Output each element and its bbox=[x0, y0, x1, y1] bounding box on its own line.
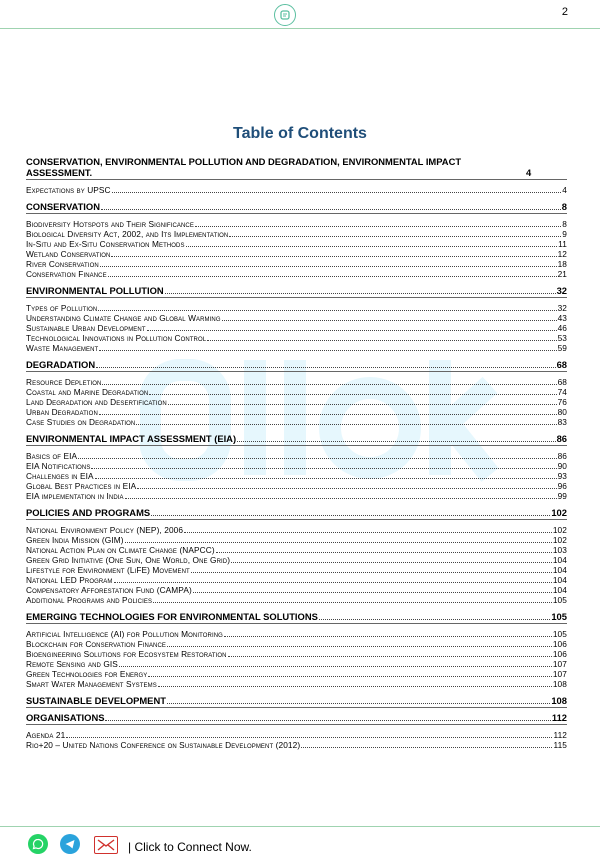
toc-item[interactable] bbox=[26, 451, 567, 461]
dot-leader bbox=[168, 404, 557, 405]
toc-item-page: 112 bbox=[553, 730, 567, 740]
toc-item-title: Green Grid Initiative (One Sun, One World, One Grid) bbox=[26, 555, 231, 565]
toc-item[interactable] bbox=[26, 461, 567, 471]
dot-leader bbox=[184, 532, 552, 533]
toc-item-title: Artificial Intelligence (AI) for Pollution Monitoring bbox=[26, 629, 223, 639]
toc-section-page: 4 bbox=[526, 167, 532, 178]
dot-leader bbox=[148, 676, 551, 677]
logo-icon bbox=[274, 4, 296, 26]
dot-leader bbox=[224, 636, 552, 637]
toc-section-page: 105 bbox=[551, 611, 567, 622]
dot-leader bbox=[101, 209, 561, 210]
toc-item-title: Land Degradation and Desertification bbox=[26, 397, 167, 407]
telegram-icon[interactable] bbox=[60, 834, 80, 854]
toc-item-page: 53 bbox=[557, 333, 567, 343]
toc-item[interactable] bbox=[26, 219, 567, 229]
toc-item-page: 46 bbox=[557, 323, 567, 333]
dot-leader bbox=[96, 367, 555, 368]
toc-item[interactable] bbox=[26, 323, 567, 333]
toc-section-page: 32 bbox=[556, 285, 567, 296]
toc-item[interactable] bbox=[26, 575, 567, 585]
dot-leader bbox=[78, 458, 556, 459]
dot-leader bbox=[151, 515, 550, 516]
toc-section-page: 68 bbox=[556, 359, 567, 370]
dot-leader bbox=[108, 276, 557, 277]
toc-item-page: 107 bbox=[552, 669, 567, 679]
dot-leader bbox=[167, 646, 552, 647]
toc-item[interactable] bbox=[26, 249, 567, 259]
toc-section-title: DEGRADATION bbox=[26, 359, 96, 370]
toc-item[interactable] bbox=[26, 333, 567, 343]
toc-section[interactable] bbox=[26, 360, 567, 372]
toc-item-page: 106 bbox=[552, 649, 567, 659]
toc-item-title: Green India Mission (GIM) bbox=[26, 535, 124, 545]
toc-item-title: Coastal and Marine Degradation bbox=[26, 387, 149, 397]
dot-leader bbox=[186, 246, 558, 247]
toc-title: Table of Contents bbox=[233, 125, 367, 142]
dot-leader bbox=[237, 441, 555, 442]
toc-item-title: Biological Diversity Act, 2002, and Its Implementation bbox=[26, 229, 229, 239]
toc-item-title: National Action Plan on Climate Change (NAPCC) bbox=[26, 545, 215, 555]
dot-leader bbox=[216, 552, 552, 553]
toc-item-title: Sustainable Urban Development bbox=[26, 323, 146, 333]
dot-leader bbox=[165, 293, 556, 294]
toc-item-page: 4 bbox=[562, 185, 567, 195]
toc-item-page: 105 bbox=[552, 629, 567, 639]
toc-section-title: ORGANISATIONS bbox=[26, 712, 105, 723]
toc-section-page: 8 bbox=[561, 201, 567, 212]
toc-item-title: Expectations by UPSC bbox=[26, 185, 111, 195]
toc-item[interactable] bbox=[26, 545, 567, 555]
toc-section-page: 86 bbox=[556, 433, 567, 444]
toc-item-title: Global Best Practices in EIA bbox=[26, 481, 137, 491]
toc-item[interactable] bbox=[26, 525, 567, 535]
toc-section[interactable] bbox=[26, 612, 567, 624]
section-spacer bbox=[26, 353, 567, 356]
toc-item-page: 32 bbox=[557, 303, 567, 313]
toc-item-page: 96 bbox=[557, 481, 567, 491]
toc-section-title: ENVIRONMENTAL POLLUTION bbox=[26, 285, 164, 296]
toc-item[interactable] bbox=[26, 481, 567, 491]
toc-section[interactable] bbox=[26, 434, 567, 446]
dot-leader bbox=[114, 582, 552, 583]
toc-section-title: CONSERVATION bbox=[26, 201, 100, 212]
section-spacer bbox=[26, 501, 567, 504]
toc-section[interactable] bbox=[26, 713, 567, 725]
toc-item-page: 8 bbox=[562, 219, 567, 229]
dot-leader bbox=[95, 478, 557, 479]
toc-item-title: In-Situ and Ex-Situ Conservation Methods bbox=[26, 239, 185, 249]
dot-leader bbox=[153, 602, 552, 603]
toc-item[interactable] bbox=[26, 730, 567, 740]
dot-leader bbox=[147, 330, 557, 331]
toc-item-title: Blockchain for Conservation Finance bbox=[26, 639, 167, 649]
toc-section-page: 102 bbox=[551, 507, 567, 518]
toc-item[interactable] bbox=[26, 535, 567, 545]
toc-item[interactable] bbox=[26, 639, 567, 649]
toc-item[interactable] bbox=[26, 565, 567, 575]
toc-item-page: 59 bbox=[557, 343, 567, 353]
section-spacer bbox=[26, 750, 567, 753]
toc-item-page: 104 bbox=[552, 565, 567, 575]
toc-item-title: National LED Program bbox=[26, 575, 113, 585]
toc-item-title: Urban Degradation bbox=[26, 407, 98, 417]
toc-item-page: 104 bbox=[552, 575, 567, 585]
dot-leader bbox=[66, 737, 552, 738]
toc-item[interactable] bbox=[26, 417, 567, 427]
toc-item-page: 102 bbox=[552, 525, 567, 535]
toc-section-page: 108 bbox=[551, 695, 567, 706]
toc-item-page: 107 bbox=[552, 659, 567, 669]
toc-item-page: 106 bbox=[552, 639, 567, 649]
toc-item-page: 68 bbox=[557, 377, 567, 387]
toc-item-page: 74 bbox=[557, 387, 567, 397]
dot-leader bbox=[102, 384, 556, 385]
dot-leader bbox=[229, 236, 561, 237]
toc-item-page: 21 bbox=[557, 269, 567, 279]
toc-item-title: Resource Depletion bbox=[26, 377, 102, 387]
toc-item[interactable] bbox=[26, 313, 567, 323]
dot-leader bbox=[191, 572, 552, 573]
toc-item-page: 99 bbox=[557, 491, 567, 501]
toc-item-page: 9 bbox=[562, 229, 567, 239]
dot-leader bbox=[319, 619, 550, 620]
toc-item[interactable] bbox=[26, 343, 567, 353]
toc-item-page: 90 bbox=[557, 461, 567, 471]
dot-leader bbox=[91, 468, 556, 469]
toc-item-title: Biodiversity Hotspots and Their Significance bbox=[26, 219, 194, 229]
page-number: 2 bbox=[561, 6, 568, 18]
toc-item-title: Challenges in EIA bbox=[26, 471, 94, 481]
section-spacer bbox=[26, 689, 567, 692]
whatsapp-icon[interactable] bbox=[28, 834, 48, 854]
toc-item[interactable] bbox=[26, 629, 567, 639]
toc-item-page: 18 bbox=[557, 259, 567, 269]
toc-item[interactable] bbox=[26, 669, 567, 679]
section-spacer bbox=[26, 605, 567, 608]
toc-item-page: 76 bbox=[557, 397, 567, 407]
toc-item-title: Lifestyle for Environment (LiFE) Movement bbox=[26, 565, 190, 575]
section-spacer bbox=[26, 427, 567, 430]
toc-section[interactable] bbox=[26, 508, 567, 520]
toc-item-title: Waste Management bbox=[26, 343, 99, 353]
toc-item-page: 104 bbox=[552, 585, 567, 595]
connect-link[interactable]: | Click to Connect Now. bbox=[128, 840, 252, 854]
toc-section[interactable] bbox=[26, 202, 567, 214]
toc-section-row bbox=[26, 156, 567, 178]
dot-leader bbox=[105, 720, 550, 721]
toc-item-title: River Conservation bbox=[26, 259, 99, 269]
toc-item-title: Remote Sensing and GIS bbox=[26, 659, 118, 669]
toc-item[interactable] bbox=[26, 269, 567, 279]
toc-item-page: 11 bbox=[558, 239, 567, 249]
toc-item-title: Types of Pollution bbox=[26, 303, 98, 313]
toc-item-page: 93 bbox=[557, 471, 567, 481]
dot-leader bbox=[136, 424, 556, 425]
toc-section[interactable] bbox=[26, 286, 567, 298]
toc-item[interactable] bbox=[26, 397, 567, 407]
mail-icon[interactable] bbox=[94, 836, 118, 854]
toc-item-page: 103 bbox=[552, 545, 567, 555]
toc-item-title: Understanding Climate Change and Global Warming bbox=[26, 313, 221, 323]
toc-section[interactable] bbox=[26, 156, 567, 180]
dot-leader bbox=[98, 310, 556, 311]
toc-section[interactable] bbox=[26, 696, 567, 708]
toc-item-title: Additional Programs and Policies bbox=[26, 595, 153, 605]
toc-item[interactable] bbox=[26, 679, 567, 689]
dot-leader bbox=[195, 226, 561, 227]
dot-leader bbox=[125, 542, 552, 543]
toc-item-title: Rio+20 – United Nations Conference on Sustainable Development (2012) bbox=[26, 740, 301, 750]
toc-item-page: 83 bbox=[557, 417, 567, 427]
dot-leader bbox=[99, 414, 557, 415]
toc-item-page: 108 bbox=[552, 679, 567, 689]
toc-item-page: 80 bbox=[557, 407, 567, 417]
toc-item-title: Case Studies on Degradation bbox=[26, 417, 136, 427]
dot-leader bbox=[149, 394, 556, 395]
toc-item[interactable] bbox=[26, 659, 567, 669]
dot-leader bbox=[228, 656, 552, 657]
table-of-contents bbox=[26, 156, 567, 753]
toc-section-title: SUSTAINABLE DEVELOPMENT bbox=[26, 695, 166, 706]
toc-section-title: POLICIES AND PROGRAMS bbox=[26, 507, 151, 518]
toc-item[interactable] bbox=[26, 585, 567, 595]
toc-item-page: 105 bbox=[552, 595, 567, 605]
dot-leader bbox=[167, 703, 550, 704]
toc-item[interactable] bbox=[26, 377, 567, 387]
dot-leader bbox=[99, 350, 556, 351]
toc-item-page: 115 bbox=[553, 740, 567, 750]
dot-leader bbox=[125, 498, 557, 499]
toc-item[interactable] bbox=[26, 740, 567, 750]
toc-section-title: ENVIRONMENTAL IMPACT ASSESSMENT (EIA) bbox=[26, 433, 237, 444]
dot-leader bbox=[100, 266, 557, 267]
toc-item[interactable] bbox=[26, 555, 567, 565]
toc-item-title: Smart Water Management Systems bbox=[26, 679, 157, 689]
header-divider bbox=[0, 28, 600, 29]
dot-leader bbox=[301, 747, 552, 748]
toc-section-page: 112 bbox=[551, 712, 567, 723]
dot-leader bbox=[137, 488, 556, 489]
toc-item-title: EIA implementation in India bbox=[26, 491, 124, 501]
toc-item[interactable] bbox=[26, 229, 567, 239]
toc-item-page: 102 bbox=[552, 535, 567, 545]
section-spacer bbox=[26, 279, 567, 282]
toc-item-page: 12 bbox=[557, 249, 567, 259]
toc-item-title: Technological Innovations in Pollution Control bbox=[26, 333, 207, 343]
toc-item-title: Bioengineering Solutions for Ecosystem Restoration bbox=[26, 649, 227, 659]
toc-item-page: 104 bbox=[552, 555, 567, 565]
dot-leader bbox=[112, 192, 562, 193]
dot-leader bbox=[158, 686, 552, 687]
toc-item[interactable] bbox=[26, 471, 567, 481]
toc-item-title: Basics of EIA bbox=[26, 451, 78, 461]
toc-item-title: Conservation Finance bbox=[26, 269, 107, 279]
dot-leader bbox=[119, 666, 552, 667]
toc-item[interactable] bbox=[26, 649, 567, 659]
toc-item-title: Compensatory Afforestation Fund (CAMPA) bbox=[26, 585, 192, 595]
toc-item-title: Agenda 21 bbox=[26, 730, 66, 740]
toc-item-title: Wetland Conservation bbox=[26, 249, 111, 259]
toc-item-page: 86 bbox=[557, 451, 567, 461]
toc-item[interactable] bbox=[26, 491, 567, 501]
toc-item[interactable] bbox=[26, 595, 567, 605]
toc-item-page: 43 bbox=[557, 313, 567, 323]
section-spacer bbox=[26, 195, 567, 198]
toc-item[interactable] bbox=[26, 387, 567, 397]
footer-divider bbox=[0, 826, 600, 827]
dot-leader bbox=[222, 320, 557, 321]
toc-item-title: EIA Notifications bbox=[26, 461, 91, 471]
dot-leader bbox=[193, 592, 552, 593]
dot-leader bbox=[231, 562, 552, 563]
toc-section-title: CONSERVATION, ENVIRONMENTAL POLLUTION AND DEGRADATION, ENVIRONMENTAL IMPACT ASSESSMENT. bbox=[26, 156, 462, 178]
dot-leader bbox=[111, 256, 556, 257]
toc-item-title: National Environment Policy (NEP), 2006 bbox=[26, 525, 184, 535]
toc-section-title: EMERGING TECHNOLOGIES FOR ENVIRONMENTAL SOLUTIONS bbox=[26, 611, 318, 622]
toc-item[interactable] bbox=[26, 407, 567, 417]
toc-item[interactable] bbox=[26, 259, 567, 269]
toc-item[interactable] bbox=[26, 185, 567, 195]
dot-leader bbox=[207, 340, 556, 341]
toc-item[interactable] bbox=[26, 239, 567, 249]
toc-item[interactable] bbox=[26, 303, 567, 313]
toc-item-title: Green Technologies for Energy bbox=[26, 669, 148, 679]
